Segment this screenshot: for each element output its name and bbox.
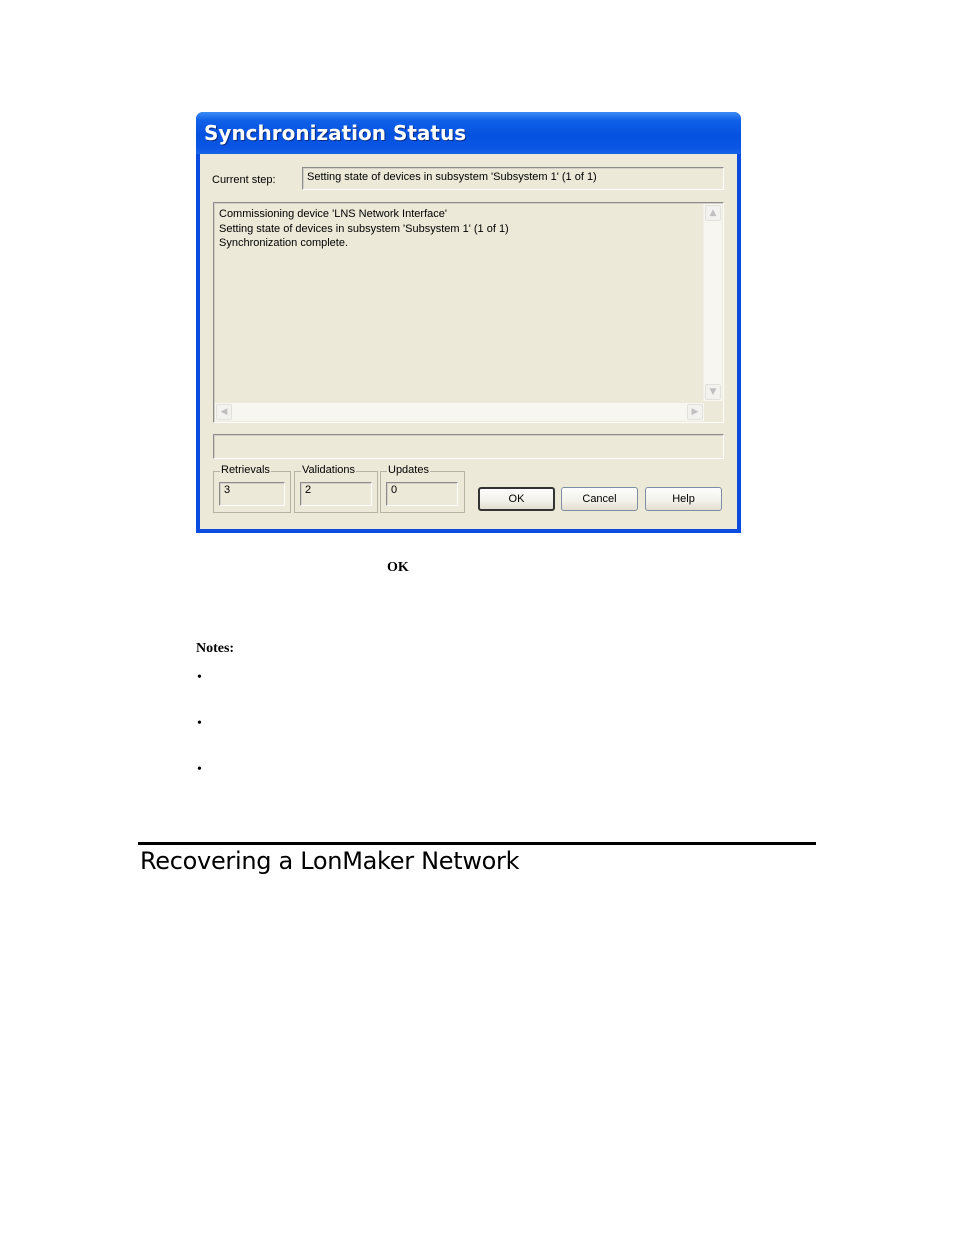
ok-button[interactable]: OK <box>478 487 555 511</box>
chevron-left-icon[interactable]: ◀ <box>216 404 232 420</box>
sync-log-textbox[interactable] <box>213 202 724 423</box>
dialog-title-bar[interactable] <box>196 112 741 154</box>
log-lines <box>219 207 509 251</box>
chevron-right-icon[interactable]: ▶ <box>687 404 703 420</box>
updates-group <box>380 464 465 513</box>
bullet-point: • <box>197 670 202 685</box>
validations-group <box>294 464 378 513</box>
validations-label: Validations <box>302 464 355 476</box>
section-heading: Recovering a LonMaker Network <box>140 847 520 875</box>
help-button[interactable]: Help <box>645 487 722 511</box>
retrievals-count-field <box>219 482 285 506</box>
log-line: Synchronization complete. <box>219 237 349 249</box>
dialog-title: Synchronization Status <box>204 121 467 145</box>
section-divider <box>138 842 816 845</box>
bullet-point: • <box>197 762 202 777</box>
retrievals-group <box>213 464 291 513</box>
validations-value: 2 <box>305 484 312 496</box>
cancel-button[interactable]: Cancel <box>561 487 638 511</box>
retrievals-value: 3 <box>224 484 231 496</box>
bullet-point: • <box>197 716 202 731</box>
vertical-scrollbar[interactable] <box>703 204 722 401</box>
retrievals-label: Retrievals <box>221 464 270 476</box>
notes-label: Notes: <box>196 641 235 656</box>
chevron-up-icon[interactable]: ▲ <box>705 205 721 221</box>
current-step-value: Setting state of devices in subsystem 'Subsystem 1' (1 of 1) <box>307 171 597 183</box>
updates-count-field <box>386 482 458 506</box>
log-line: Setting state of devices in subsystem 'Subsystem 1' (1 of 1) <box>219 222 509 235</box>
updates-label: Updates <box>388 464 429 476</box>
scrollbar-corner <box>704 403 722 421</box>
log-line: Commissioning device 'LNS Network Interface' <box>219 208 447 220</box>
horizontal-scrollbar[interactable] <box>215 403 704 421</box>
ok-bold-text: OK <box>387 560 409 575</box>
chevron-down-icon[interactable]: ▼ <box>705 384 721 400</box>
updates-value: 0 <box>391 484 398 496</box>
progress-bar <box>213 434 724 459</box>
validations-count-field <box>300 482 372 506</box>
current-step-field <box>302 167 724 190</box>
current-step-label: Current step: <box>212 174 276 186</box>
